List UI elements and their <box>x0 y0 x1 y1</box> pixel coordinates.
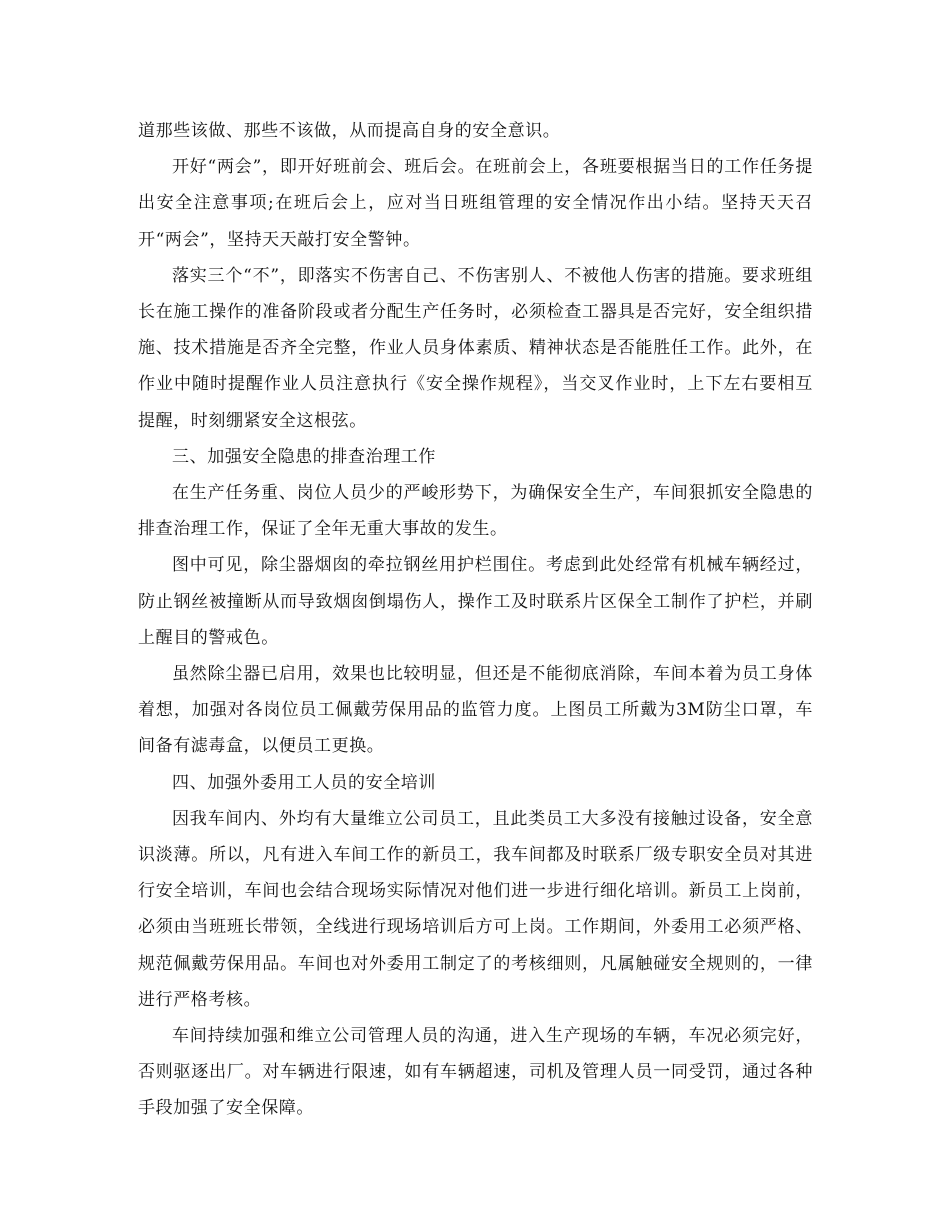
paragraph-vehicle-control: 车间持续加强和维立公司管理人员的沟通，进入生产现场的车辆，车况必须完好，否则驱逐出厂。对车辆进行限速，如有车辆超速，司机及管理人员一同受罚，通过各种手段加强了安全保障。 <box>138 1026 813 1119</box>
section-heading-4: 四、加强外委用工人员的安全培训 <box>172 772 436 793</box>
paragraph-dust-masks: 虽然除尘器已启用，效果也比较明显，但还是不能彻底消除，车间本着为员工身体着想，加强对各岗位员工佩戴劳保用品的监管力度。上图员工所戴为3M防尘口罩，车间备有滤毒盒，以便员工更换。 <box>138 664 813 757</box>
paragraph-contractor-training: 因我车间内、外均有大量维立公司员工，且此类员工大多没有接触过设备，安全意识淡薄。所以，凡有进入车间工作的新员工，我车间都及时联系厂级专职安全员对其进行安全培训，车间也会结合现场实际情况对他们进一步进行细化培训。新员工上岗前，必须由当班班长带领，全线进行现场培训后方可上岗。工作期间，外委用工必须严格、规范佩戴劳保用品。车间也对外委用工制定了的考核细则，凡属触碰安全规则的，一律进行严格考核。 <box>138 808 813 1010</box>
paragraph-chimney-guardrail: 图中可见，除尘器烟囱的牵拉钢丝用护栏围住。考虑到此处经常有机械车辆经过，防止钢丝被撞断从而导致烟囱倒塌伤人，操作工及时联系片区保全工制作了护栏，并刷上醒目的警戒色。 <box>138 555 813 648</box>
document-body <box>138 113 813 1127</box>
paragraph-three-nos: 落实三个“不”，即落实不伤害自己、不伤害别人、不被他人伤害的措施。要求班组长在施工操作的准备阶段或者分配生产任务时，必须检查工器具是否完好，安全组织措施、技术措施是否齐全完整，作业人员身体素质、精神状态是否能胜任工作。此外，在作业中随时提醒作业人员注意执行《安全操作规程》，当交叉作业时，上下左右要相互提醒，时刻绷紧安全这根弦。 <box>138 265 813 431</box>
paragraph-two-meetings: 开好“两会”，即开好班前会、班后会。在班前会上，各班要根据当日的工作任务提出安全注意事项;在班后会上，应对当日班组管理的安全情况作出小结。坚持天天召开“两会”，坚持天天敲打安全警钟。 <box>138 157 813 250</box>
paragraph-continuation: 道那些该做、那些不该做，从而提高自身的安全意识。 <box>138 121 561 141</box>
paragraph-hazard-intro: 在生产任务重、岗位人员少的严峻形势下，为确保安全生产，车间狠抓安全隐患的排查治理工作，保证了全年无重大事故的发生。 <box>138 483 813 540</box>
section-heading-3: 三、加强安全隐患的排查治理工作 <box>172 446 436 467</box>
